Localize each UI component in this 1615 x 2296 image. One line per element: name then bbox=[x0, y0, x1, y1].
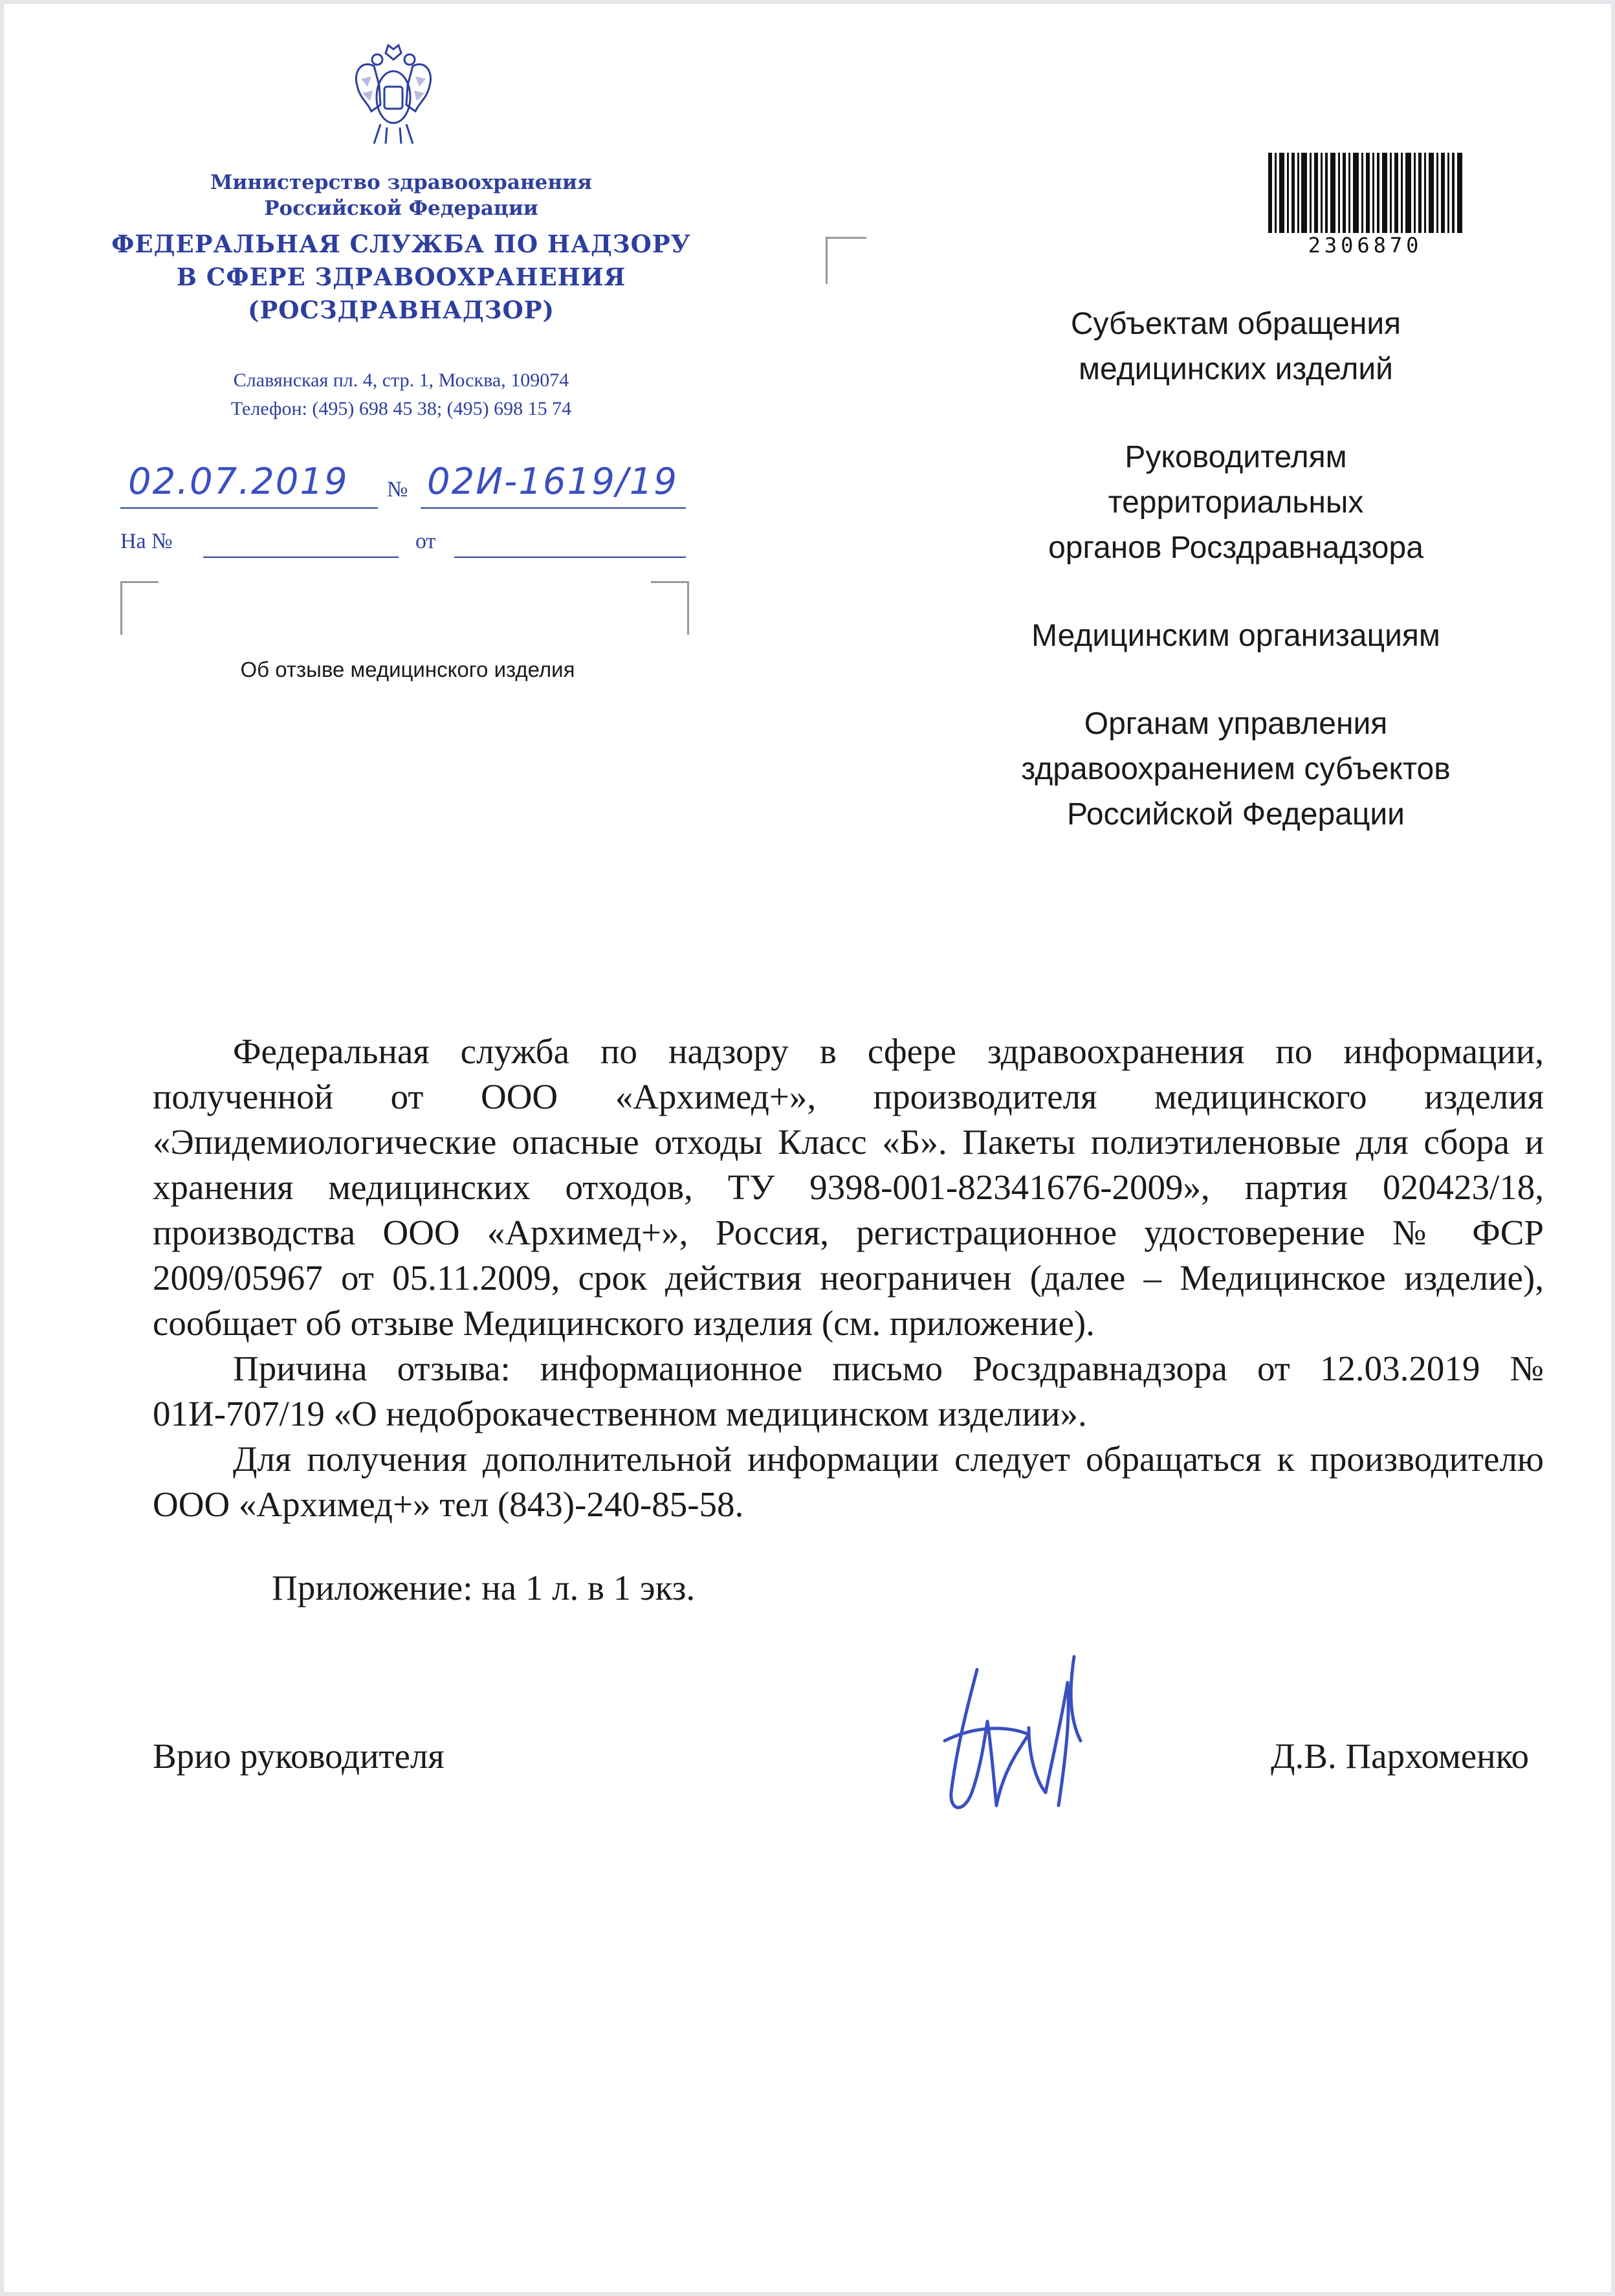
ministry-name bbox=[129, 170, 673, 221]
registration-number: 02И-1619/19 bbox=[427, 461, 678, 503]
address-line: Славянская пл. 4, стр. 1, Москва, 109074 bbox=[233, 370, 569, 391]
attachment-note: Приложение: на 1 л. в 1 экз. bbox=[272, 1568, 696, 1607]
service-address bbox=[104, 366, 699, 423]
reply-number-label: На № bbox=[120, 529, 173, 553]
ministry-line-1: Министерство здравоохранения bbox=[210, 171, 592, 194]
number-label: № bbox=[387, 478, 408, 502]
recipient-line: органов Росздравнадзора bbox=[1048, 531, 1423, 565]
body-paragraph: Для получения дополнительной информации следует обращаться к производителю ООО «Архимед+» тел (843)-240-85-58. bbox=[153, 1439, 1544, 1524]
registration-date: 02.07.2019 bbox=[128, 461, 349, 503]
recipient-line: здравоохранением субъектов bbox=[1021, 752, 1451, 786]
recipient-line: Руководителям bbox=[1125, 440, 1347, 474]
letter-subject: Об отзыве медицинского изделия bbox=[240, 657, 575, 681]
reply-from-label: от bbox=[415, 529, 436, 553]
service-line-2: В СФЕРЕ ЗДРАВООХРАНЕНИЯ bbox=[176, 263, 626, 291]
recipient-line: медицинских изделий bbox=[1079, 352, 1393, 386]
reply-from-line bbox=[454, 557, 686, 558]
signatory-title: Врио руководителя bbox=[153, 1736, 445, 1776]
service-name bbox=[78, 228, 725, 327]
phone-line: Телефон: (495) 698 45 38; (495) 698 15 74 bbox=[230, 398, 572, 419]
recipient-line: территориальных bbox=[1108, 485, 1364, 520]
handwritten-signature-icon bbox=[932, 1644, 1126, 1838]
recipient-group bbox=[906, 701, 1566, 837]
signatory-name: Д.В. Пархоменко bbox=[1271, 1736, 1530, 1776]
body-paragraph: Федеральная служба по надзору в сфере здравоохранения по информации, полученной от ООО «Архимед+», производителя медицинского изделия «Эпидемиологические опасные отходы Класс «Б». Пакеты полиэтиленовые для сбора и хранения медицинских отходов, ТУ 9398-001-82341676-2009», партия 020423/18, производства ООО «Архимед+», Россия, регистрационное удостоверение № ФСР 2009/05967 от 05.11.2009, срок действия неограничен (далее – Медицинское изделие), сообщает об отзыве Медицинского изделия (см. приложение). bbox=[153, 1032, 1544, 1343]
body-paragraph: Причина отзыва: информационное письмо Росздравнадзора от 12.03.2019 № 01И-707/19 «О недоброкачественном медицинском изделии». bbox=[153, 1349, 1544, 1433]
recipient-line: Медицинским организациям bbox=[1031, 619, 1440, 653]
recipient-line: Органам управления bbox=[1084, 707, 1388, 741]
recipient-group bbox=[906, 435, 1566, 571]
ministry-line-2: Российской Федерации bbox=[264, 197, 538, 220]
corner-mark-left bbox=[120, 581, 159, 635]
recipients-block bbox=[906, 302, 1566, 880]
barcode-icon bbox=[1268, 153, 1462, 233]
corner-mark-right bbox=[651, 581, 689, 635]
recipient-group bbox=[906, 302, 1566, 392]
russian-coat-of-arms-icon bbox=[348, 40, 439, 150]
service-line-1: ФЕДЕРАЛЬНАЯ СЛУЖБА ПО НАДЗОРУ bbox=[111, 230, 691, 258]
number-underline bbox=[421, 507, 686, 509]
letter-body bbox=[153, 1029, 1544, 1527]
barcode-number: 2306870 bbox=[1308, 233, 1423, 258]
reply-number-line bbox=[203, 557, 399, 558]
corner-mark-recipient bbox=[826, 237, 866, 284]
service-line-3: (РОСЗДРАВНАДЗОР) bbox=[247, 296, 555, 324]
recipient-line: Российской Федерации bbox=[1067, 797, 1405, 832]
recipient-line: Субъектам обращения bbox=[1070, 307, 1401, 341]
date-underline bbox=[120, 507, 378, 509]
recipient-group bbox=[906, 613, 1566, 659]
